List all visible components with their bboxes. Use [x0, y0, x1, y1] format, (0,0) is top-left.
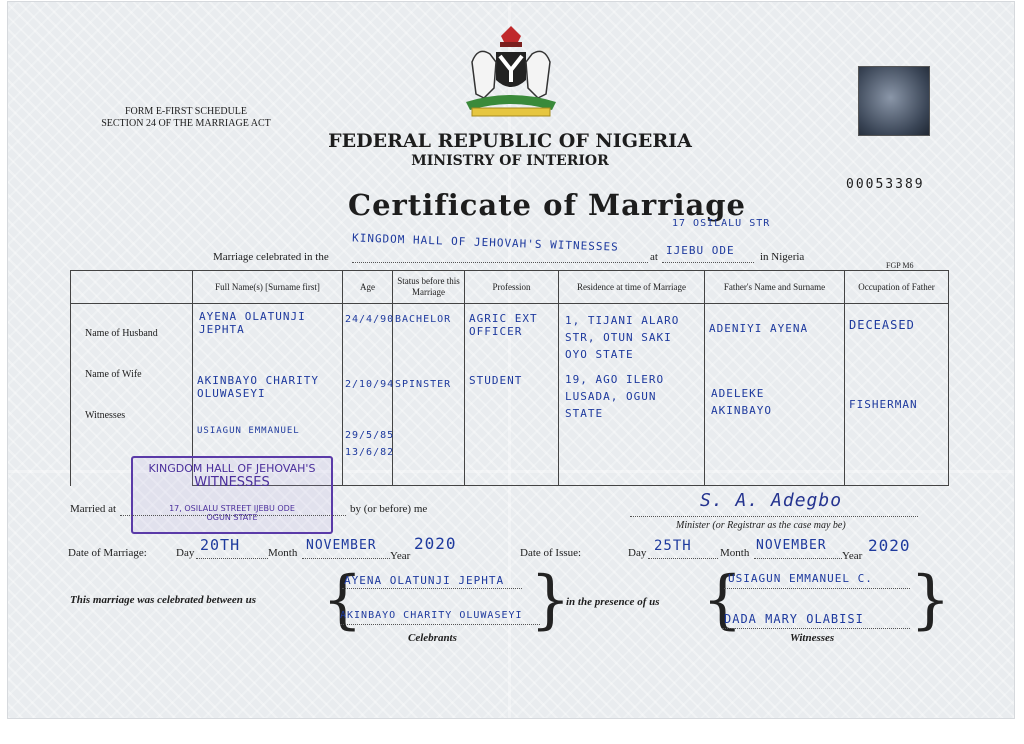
husband-profession [465, 304, 558, 338]
husband-residence-line3: OYO STATE [565, 348, 634, 361]
stamp-line-2: WITNESSES [194, 475, 270, 490]
witness-1: USIAGUN EMMANUEL C. [728, 572, 873, 585]
married-at-line [120, 515, 346, 516]
celebrated-at: at [650, 251, 658, 263]
church-stamp [131, 456, 333, 534]
wife-profession: STUDENT [469, 374, 523, 387]
celebrated-suffix: in Nigeria [760, 251, 805, 263]
column-header [71, 271, 193, 304]
stamp-line-1: KINGDOM HALL OF JEHOVAH'S [148, 462, 316, 475]
wife-name-line2: OLUWASEYI [197, 387, 266, 400]
witness-name: USIAGUN EMMANUEL [197, 426, 300, 436]
column-header: Profession [465, 271, 559, 304]
row-label-husband: Name of Husband [85, 328, 158, 339]
husband-status: BACHELOR [395, 314, 452, 325]
celebrated-between-label: This marriage was celebrated between us [70, 594, 257, 606]
register-table [70, 270, 949, 486]
form-line-1: FORM E-FIRST SCHEDULE [124, 106, 248, 117]
husband-residence [559, 304, 704, 363]
wife-residence [559, 363, 704, 422]
coat-of-arms-emblem [452, 22, 570, 122]
form-reference [86, 106, 286, 130]
stamp-line-4: OGUN STATE [206, 513, 258, 522]
row-label-witnesses: Witnesses [85, 410, 126, 421]
wife-father-line1: ADELEKE [711, 387, 765, 400]
wife-father [705, 335, 844, 419]
wife-father-line2: AKINBAYO [711, 404, 772, 417]
marriage-day-value: 20TH [200, 536, 241, 554]
marriage-year-value: 2020 [414, 534, 457, 553]
celebrant-1: AYENA OLATUNJI JEPHTA [344, 574, 505, 587]
form-line-2: SECTION 24 OF THE MARRIAGE ACT [101, 118, 271, 129]
stamp-line-3: 17, OSILALU STREET IJEBU ODE [169, 504, 295, 513]
presence-label: in the presence of us [566, 596, 660, 608]
witness-age-1: 29/5/85 [345, 430, 395, 441]
minister-caption: Minister (or Registrar as the case may be) [676, 520, 846, 531]
address-value: 17 OSILALU STR [672, 218, 771, 229]
serial-number: 00053389 [846, 177, 925, 192]
row-label-wife: Name of Wife [85, 369, 142, 380]
husband-name-line2: JEPHTA [199, 323, 245, 336]
issue-month-label: Month [720, 547, 750, 559]
left-brace-celebrants: { [322, 563, 363, 637]
column-header: Age [343, 271, 393, 304]
witness-2: DADA MARY OLABISI [724, 612, 864, 626]
wife-residence-line3: STATE [565, 407, 604, 420]
father-name-cell [705, 304, 845, 486]
town-line [662, 262, 754, 263]
marriage-month-value: NOVEMBER [306, 538, 377, 553]
venue-line [352, 262, 648, 263]
ages-cell [343, 304, 393, 486]
table-header-row [71, 271, 949, 304]
husband-father: ADENIYI AYENA [709, 322, 809, 335]
marriage-day-label: Day [176, 547, 195, 559]
column-header: Status before this Marriage [393, 271, 465, 304]
celebrated-prefix: Marriage celebrated in the [213, 251, 329, 263]
column-header: Residence at time of Marriage [559, 271, 705, 304]
marriage-month-label: Month [268, 547, 298, 559]
witness-2-line [722, 628, 910, 629]
married-at-label: Married at [70, 503, 117, 515]
husband-residence-line1: 1, TIJANI ALARO [565, 314, 680, 327]
wife-age: 2/10/94 [345, 379, 395, 390]
column-header: Full Name(s) [Surname first] [193, 271, 343, 304]
issue-month-value: NOVEMBER [756, 538, 827, 553]
husband-name-line1: AYENA OLATUNJI [199, 310, 306, 323]
status-cell [393, 304, 465, 486]
witnesses-caption: Witnesses [790, 632, 835, 644]
issue-month-line [754, 558, 842, 559]
wife-name [193, 336, 342, 400]
husband-profession-line2: OFFICER [469, 325, 523, 338]
profession-cell [465, 304, 559, 486]
celebrant-2: AKINBAYO CHARITY OLUWASEYI [340, 610, 523, 621]
column-header: Father's Name and Surname [705, 271, 845, 304]
form-code: FGP M6 [886, 261, 914, 270]
marriage-day-line [196, 558, 268, 559]
wife-residence-line1: 19, AGO ILERO [565, 373, 665, 386]
venue-value: KINGDOM HALL OF JEHOVAH'S WITNESSES [351, 231, 619, 254]
husband-father-occupation: DECEASED [849, 318, 915, 332]
minister-signature: S. A. Adegbo [700, 490, 843, 511]
right-brace-witnesses: } [910, 563, 951, 637]
issue-day-line [648, 558, 718, 559]
minister-line [630, 516, 918, 517]
wife-name-line1: AKINBAYO CHARITY [197, 374, 319, 387]
issue-year-value: 2020 [868, 536, 911, 555]
husband-profession-line1: AGRIC EXT [469, 312, 538, 325]
certificate-title: Certificate of Marriage [348, 188, 747, 222]
celebrant-1-line [342, 588, 522, 589]
column-header: Occupation of Father [845, 271, 949, 304]
celebrant-2-line [340, 624, 540, 625]
left-brace-witnesses: { [702, 563, 743, 637]
marriage-month-line [302, 558, 390, 559]
husband-name [193, 304, 342, 336]
issue-year-label: Year [842, 550, 863, 562]
residence-cell [559, 304, 705, 486]
issue-day-label: Day [628, 547, 647, 559]
witness-1-line [724, 588, 910, 589]
issue-day-value: 25TH [654, 538, 692, 554]
husband-age: 24/4/90 [345, 314, 395, 325]
ministry-heading: MINISTRY OF INTERIOR [411, 153, 609, 169]
wife-residence-line2: LUSADA, OGUN [565, 390, 657, 403]
date-of-issue-label: Date of Issue: [520, 547, 582, 559]
wife-father-occupation: FISHERMAN [849, 398, 918, 411]
witness-age-2: 13/6/82 [345, 447, 395, 458]
husband-residence-line2: STR, OTUN SAKI [565, 331, 672, 344]
republic-heading: FEDERAL REPUBLIC OF NIGERIA [328, 130, 692, 152]
date-of-marriage-label: Date of Marriage: [68, 547, 147, 559]
town-value: IJEBU ODE [666, 244, 735, 257]
security-hologram [858, 66, 930, 136]
wife-status: SPINSTER [395, 379, 452, 390]
right-brace-celebrants: } [530, 563, 571, 637]
marriage-year-label: Year [390, 550, 411, 562]
by-or-before-label: by (or before) me [350, 503, 428, 515]
father-occupation-cell [845, 304, 949, 486]
celebrants-caption: Celebrants [408, 632, 457, 644]
